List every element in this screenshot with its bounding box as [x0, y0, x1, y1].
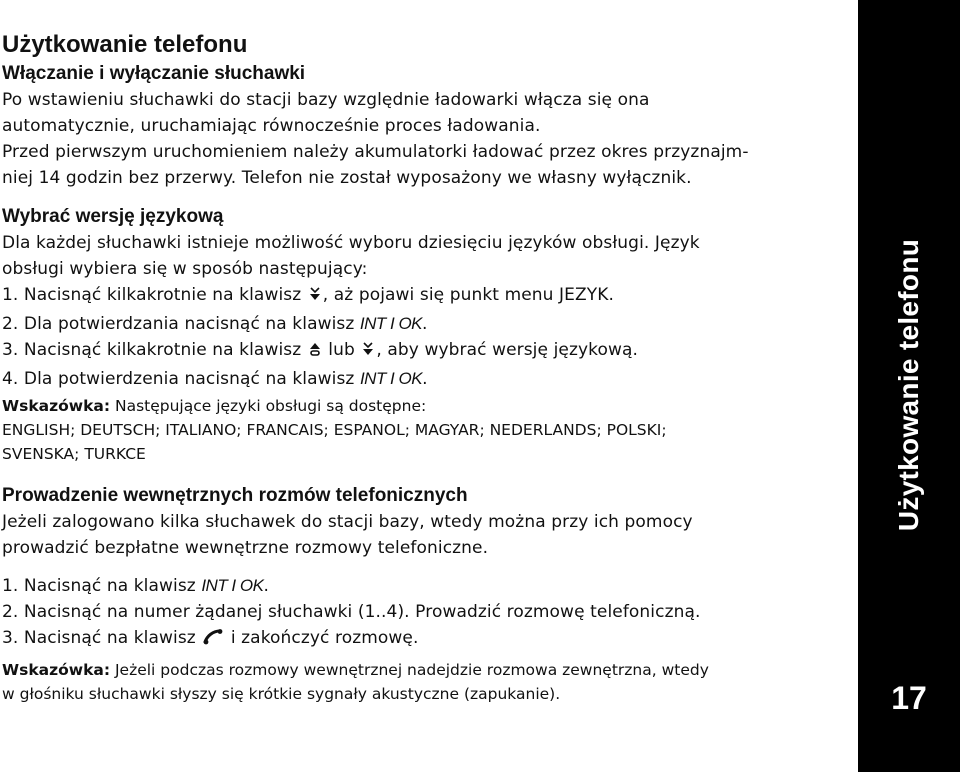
section-heading-internal-calls: Prowadzenie wewnętrznych rozmów telefonicznych: [2, 485, 468, 506]
internal-step-1: 1. Nacisnąć na klawisz INT I OK.: [2, 576, 269, 596]
internal-step-3: 3. Nacisnąć na klawisz i zakończyć rozmowę.: [2, 625, 842, 654]
internal-tip-line-2: w głośniku słuchawki słyszy się krótkie sygnały akustyczne (zapukanie).: [2, 685, 561, 703]
section-heading-power: Włączanie i wyłączanie słuchawki: [2, 63, 306, 84]
section-heading-language: Wybrać wersję językową: [2, 206, 224, 227]
languages-list-line-2: SVENSKA; TURKCE: [2, 445, 146, 463]
handset-icon: [202, 628, 224, 654]
language-intro-line-2: obsługi wybiera się w sposób następujący:: [2, 259, 368, 279]
language-step-2: 2. Dla potwierdzania nacisnąć na klawisz INT I OK.: [2, 314, 428, 334]
internal-tip-line-1: Wskazówka: Jeżeli podczas rozmowy wewnętrznej nadejdzie rozmowa zewnętrzna, wtedy: [2, 661, 709, 679]
power-line-3: Przed pierwszym uruchomieniem należy akumulatorki ładować przez okres przyznajm-: [2, 142, 749, 162]
arrow-down-key-icon: [308, 285, 322, 311]
page-number: 17: [891, 680, 927, 716]
languages-list-line-1: ENGLISH; DEUTSCH; ITALIANO; FRANCAIS; ESPANOL; MAGYAR; NEDERLANDS; POLSKI;: [2, 421, 667, 439]
power-line-2: automatycznie, uruchamiając równocześnie proces ładowania.: [2, 116, 541, 136]
language-intro-line-1: Dla każdej słuchawki istnieje możliwość wyboru dziesięciu języków obsługi. Język: [2, 233, 700, 253]
language-step-3: 3. Nacisnąć kilkakrotnie na klawisz lub , aby wybrać wersję językową.: [2, 337, 842, 366]
sidebar-chapter-title: Użytkowanie telefonu: [893, 238, 924, 532]
page-title: Użytkowanie telefonu: [2, 31, 248, 58]
int-ok-key-label: INT I OK: [359, 369, 423, 388]
chapter-sidebar: [858, 0, 960, 772]
manual-page-content: [2, 30, 842, 706]
tip-label: Wskazówka:: [2, 661, 111, 679]
arrow-up-key-icon: [308, 340, 322, 366]
tip-label: Wskazówka:: [2, 397, 111, 415]
int-ok-key-label: INT I OK: [359, 314, 423, 333]
language-step-1: 1. Nacisnąć kilkakrotnie na klawisz , aż pojawi się punkt menu JEZYK.: [2, 282, 842, 311]
internal-step-2: 2. Nacisnąć na numer żądanej słuchawki (1..4). Prowadzić rozmowę telefoniczną.: [2, 602, 701, 622]
internal-intro-line-2: prowadzić bezpłatne wewnętrzne rozmowy telefoniczne.: [2, 538, 489, 558]
power-line-4: niej 14 godzin bez przerwy. Telefon nie został wyposażony we własny wyłącznik.: [2, 168, 692, 188]
internal-intro-line-1: Jeżeli zalogowano kilka słuchawek do stacji bazy, wtedy można przy ich pomocy: [2, 512, 693, 532]
language-step-4: 4. Dla potwierdzenia nacisnąć na klawisz INT I OK.: [2, 369, 428, 389]
arrow-down-key-icon: [361, 340, 375, 366]
language-tip: Wskazówka: Następujące języki obsługi są dostępne:: [2, 397, 427, 415]
power-line-1: Po wstawieniu słuchawki do stacji bazy względnie ładowarki włącza się ona: [2, 90, 650, 110]
int-ok-key-label: INT I OK: [201, 576, 264, 595]
